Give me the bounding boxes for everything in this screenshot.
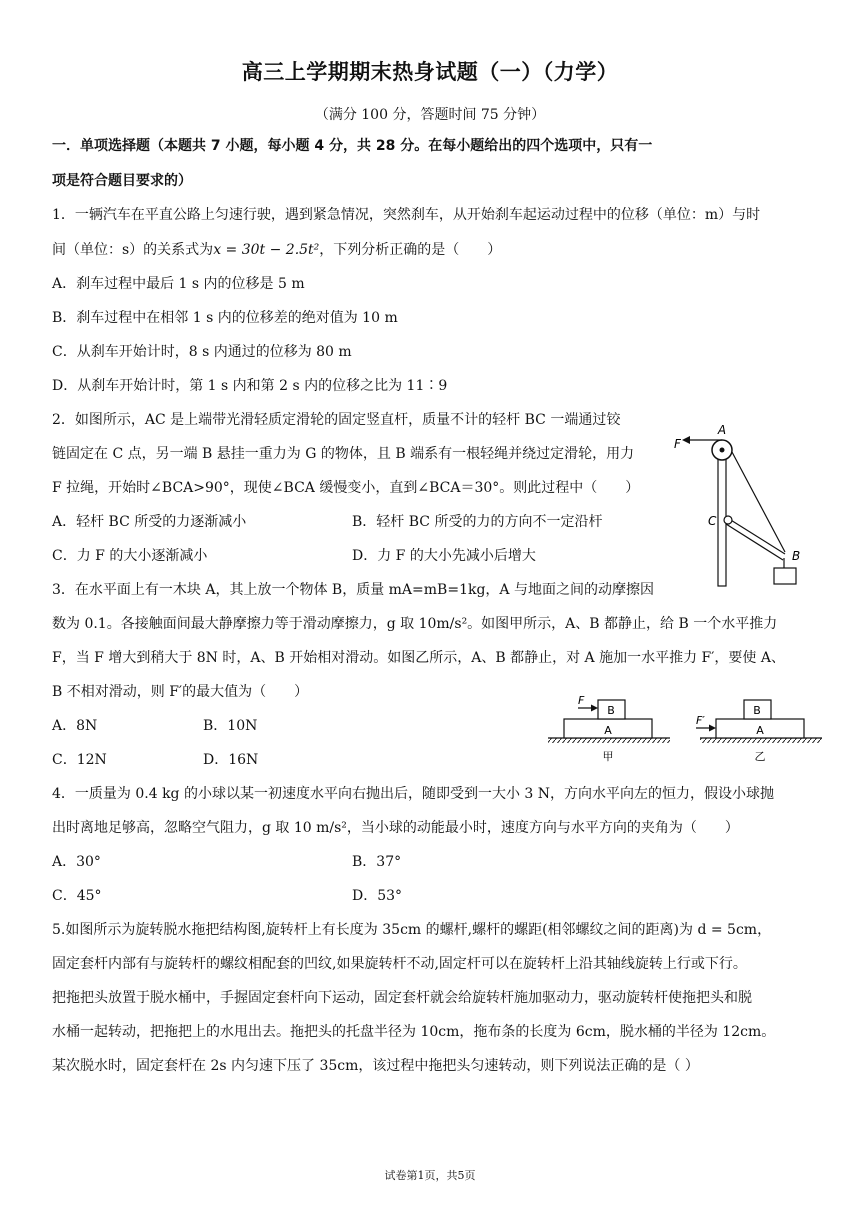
- q2-pulley-figure: [670, 420, 810, 592]
- rod-bc-bottom: [726, 524, 783, 560]
- q4-stem-line2: 出时离地足够高，忽略空气阻力，g 取 10 m/s²，当小球的动能最小时，速度方向与水平方向的夹角为（ ）: [52, 820, 739, 836]
- q4-option-b: B．37°: [352, 854, 402, 870]
- q5-stem-line1: 5.如图所示为旋转脱水拖把结构图,旋转杆上有长度为 35cm 的螺杆,螺杆的螺距(相邻螺纹之间的距离)为 d = 5cm，: [52, 922, 772, 938]
- label-f: F: [674, 437, 681, 451]
- q2-stem-line1: 2．如图所示，AC 是上端带光滑轻质定滑轮的固定竖直杆，质量不计的轻杆 BC 一端通过铰: [52, 412, 621, 428]
- q5-stem-line4: 水桶一起转动，把拖把上的水甩出去。拖把头的托盘半径为 10cm，拖布条的长度为 6cm，脱水桶的半径为 12cm。: [52, 1024, 776, 1040]
- q2-option-d: D．力 F 的大小先减小后增大: [352, 548, 536, 564]
- q4-option-c: C．45°: [52, 888, 102, 904]
- q2-option-b: B．轻杆 BC 所受的力的方向不一定沿杆: [352, 514, 603, 530]
- q1-option-a: A．刹车过程中最后 1 s 内的位移是 5 m: [52, 276, 305, 292]
- q2-option-a: A．轻杆 BC 所受的力逐渐减小: [52, 514, 247, 530]
- q2-stem-line3: F 拉绳，开始时∠BCA>90°，现使∠BCA 缓慢变小，直到∠BCA＝30°。则此过程中（ ）: [52, 480, 640, 496]
- weight-block: [774, 568, 796, 584]
- q3-option-c: C．12N: [52, 752, 107, 768]
- q3-stem-line2: 数为 0.1。各接触面间最大静摩擦力等于滑动摩擦力，g 取 10m/s²。如图甲所示，A、B 都静止，给 B 一个水平推力: [52, 616, 778, 632]
- hinge-icon: [724, 516, 732, 524]
- q5-stem-line3: 把拖把头放置于脱水桶中，手握固定套杆向下运动，固定套杆就会给旋转杆施加驱动力，驱动旋转杆使拖把头和脱: [52, 990, 752, 1006]
- q3-option-d: D．16N: [203, 752, 259, 768]
- q4-option-d: D．53°: [352, 888, 403, 904]
- label-f2: F′: [696, 714, 705, 727]
- page-title: 高三上学期期末热身试题（一）（力学）: [241, 60, 619, 84]
- q3-stem-line3: F，当 F 增大到稍大于 8N 时，A、B 开始相对滑动。如图乙所示，A、B 都静止，对 A 施加一水平推力 F′，要使 A、: [52, 650, 785, 666]
- q1-formula: x = 30t − 2.5t²: [213, 242, 320, 258]
- label-a-right: A: [756, 724, 764, 737]
- q3-stem-line1: 3．在水平面上有一木块 A，其上放一个物体 B，质量 mA=mB=1kg，A 与地面之间的动摩擦因: [52, 582, 654, 598]
- force-arrow-icon-left: [591, 705, 598, 712]
- ground-right: [700, 738, 822, 743]
- q1-option-c: C．从刹车开始计时，8 s 内通过的位移为 80 m: [52, 344, 352, 360]
- label-jia: 甲: [602, 750, 614, 763]
- q3-blocks-figure: [540, 692, 830, 768]
- label-b-right: B: [753, 704, 761, 717]
- q1-stem-post: ，下列分析正确的是（ ）: [319, 242, 502, 258]
- label-f1: F: [578, 694, 585, 707]
- q4-option-a: A．30°: [52, 854, 101, 870]
- q3-option-b: B．10N: [203, 718, 258, 734]
- page-subtitle: （满分 100 分，答题时间 75 分钟）: [314, 107, 546, 123]
- label-a: A: [717, 423, 727, 437]
- q2-stem-line2: 链固定在 C 点，另一端 B 悬挂一重力为 G 的物体，且 B 端系有一根轻绳并绕过定滑轮，用力: [52, 446, 635, 462]
- pulley-axle: [720, 448, 725, 453]
- label-yi: 乙: [754, 750, 766, 763]
- q5-stem-line2: 固定套杆内部有与旋转杆的螺纹相配套的凹纹,如果旋转杆不动,固定杆可以在旋转杆上沿其轴线旋转上行或下行。: [52, 956, 747, 972]
- q3-stem-line4: B 不相对滑动，则 F′的最大值为（ ）: [52, 684, 309, 700]
- label-b: B: [792, 549, 801, 563]
- ground-left: [548, 738, 670, 743]
- q2-option-c: C．力 F 的大小逐渐减小: [52, 548, 208, 564]
- page-footer: 试卷第1页，共5页: [384, 1169, 476, 1182]
- q5-stem-line5: 某次脱水时，固定套杆在 2s 内匀速下压了 35cm，该过程中拖把头匀速转动，则下列说法正确的是（ ）: [52, 1058, 699, 1074]
- q4-stem-line1: 4．一质量为 0.4 kg 的小球以某一初速度水平向右抛出后，随即受到一大小 3 N，方向水平向左的恒力，假设小球抛: [52, 786, 775, 802]
- force-arrow-icon: [682, 436, 690, 444]
- q1-option-d: D．从刹车开始计时，第 1 s 内和第 2 s 内的位移之比为 11∶9: [52, 378, 448, 394]
- q3-option-a: A．8N: [52, 718, 98, 734]
- q1-stem-line1: 1．一辆汽车在平直公路上匀速行驶，遇到紧急情况，突然刹车，从开始刹车起运动过程中的位移（单位：m）与时: [52, 207, 761, 223]
- label-b-left: B: [607, 704, 615, 717]
- q1-option-b: B．刹车过程中在相邻 1 s 内的位移差的绝对值为 10 m: [52, 310, 398, 326]
- label-c: C: [708, 514, 717, 528]
- q1-stem-pre: 间（单位：s）的关系式为: [52, 242, 214, 258]
- q1-stem-line2: [52, 240, 501, 260]
- label-a-left: A: [604, 724, 612, 737]
- section-heading-line1: 一．单项选择题（本题共 7 小题，每小题 4 分，共 28 分。在每小题给出的四个选项中，只有一: [52, 138, 653, 154]
- section-heading-line2: 项是符合题目要求的）: [52, 173, 192, 189]
- force-arrow-icon-right: [709, 725, 716, 732]
